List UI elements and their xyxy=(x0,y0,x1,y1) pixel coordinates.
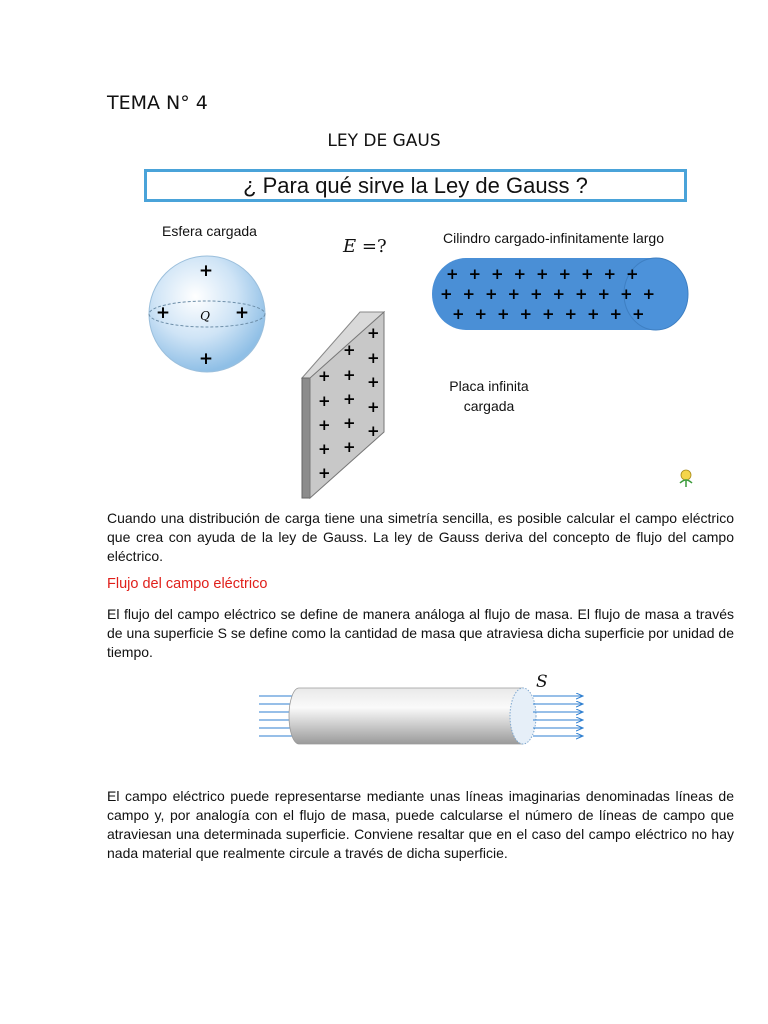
plus-sign: + xyxy=(318,416,331,434)
sphere-label: Esfera cargada xyxy=(162,223,257,239)
plus-sign: + xyxy=(491,265,504,283)
plus-sign: + xyxy=(507,285,521,303)
plus-sign: + xyxy=(367,398,380,416)
plus-sign: + xyxy=(318,367,331,385)
plus-sign: + xyxy=(343,414,356,432)
plus-sign: + xyxy=(485,285,498,303)
intro-paragraph: Cuando una distribución de carga tiene una simetría sencilla, es posible calcular el campo eléctrico que crea con ayuda de la ley de Gauss. La ley de Gauss deriva del concepto de flujo del campo eléctrico. xyxy=(107,510,734,564)
plus-sign: + xyxy=(642,285,656,303)
plus-sign: + xyxy=(318,440,331,458)
plus-sign: + xyxy=(462,285,476,303)
plus-sign: + xyxy=(198,349,214,369)
plus-sign: + xyxy=(587,305,600,323)
plus-sign: + xyxy=(343,438,356,456)
plus-sign: + xyxy=(564,305,578,323)
plus-sign: + xyxy=(474,305,488,323)
equation-variable: E xyxy=(343,236,357,257)
plus-sign: + xyxy=(620,285,633,303)
plus-sign: + xyxy=(519,305,533,323)
plate-label-line1: Placa infinita xyxy=(449,378,529,394)
plus-sign: + xyxy=(468,265,482,283)
plus-sign: + xyxy=(318,392,331,410)
plus-sign: + xyxy=(497,305,510,323)
document-title: LEY DE GAUS xyxy=(327,131,441,151)
flux-definition-paragraph: El flujo del campo eléctrico se define de manera análoga al flujo de masa. El flujo de masa a través de una superficie S se define como la cantidad de masa que atraviesa dicha superficie por unidad de tiempo. xyxy=(107,606,734,660)
equation-rest: =? xyxy=(361,236,387,257)
plus-sign: + xyxy=(513,265,527,283)
surface-s-label: S xyxy=(536,672,548,692)
plus-sign: + xyxy=(603,265,617,283)
plus-sign: + xyxy=(558,265,572,283)
plus-sign: + xyxy=(536,265,549,283)
question-banner xyxy=(144,169,687,202)
plate-label-line2: cargada xyxy=(463,398,515,414)
lightbulb-icon xyxy=(677,468,695,488)
equation xyxy=(343,236,387,257)
plus-sign: + xyxy=(581,265,594,283)
tube-body xyxy=(289,688,523,744)
charged-sphere-diagram xyxy=(145,252,269,377)
plus-sign: + xyxy=(632,305,645,323)
plus-sign: + xyxy=(367,422,380,440)
plus-sign: + xyxy=(367,373,380,391)
topic-number: TEMA N° 4 xyxy=(107,92,208,114)
plus-sign: + xyxy=(440,285,453,303)
plate-edge xyxy=(302,378,310,498)
plus-sign: + xyxy=(155,303,171,323)
charged-cylinder-diagram xyxy=(430,256,690,332)
plus-sign: + xyxy=(446,265,459,283)
plus-sign: + xyxy=(234,303,250,323)
field-lines-paragraph: El campo eléctrico puede representarse mediante unas líneas imaginarias denominadas líneas de campo y, por analogía con el flujo de masa, puede calcularse el número de líneas de campo que atraviesan una determinada superficie. Conviene resaltar que en el caso del campo eléctrico no hay nada material que realmente circule a través de dicha superficie. xyxy=(107,788,734,861)
plus-sign: + xyxy=(542,305,555,323)
plus-sign: + xyxy=(318,464,331,482)
section-heading-flujo: Flujo del campo eléctrico xyxy=(107,576,268,592)
plus-sign: + xyxy=(626,265,639,283)
plus-sign: + xyxy=(198,261,214,281)
plus-sign: + xyxy=(367,349,380,367)
cylinder-label: Cilindro cargado-infinitamente largo xyxy=(443,230,665,246)
plus-sign: + xyxy=(552,285,566,303)
charged-plate-diagram xyxy=(298,308,388,500)
charge-symbol: Q xyxy=(200,309,210,323)
plus-sign: + xyxy=(575,285,588,303)
banner-text: ¿ Para qué sirve la Ley de Gauss ? xyxy=(243,172,588,198)
plus-sign: + xyxy=(343,341,356,359)
plus-sign: + xyxy=(343,390,356,408)
plus-sign: + xyxy=(597,285,611,303)
plus-sign: + xyxy=(609,305,623,323)
plus-sign: + xyxy=(367,324,380,342)
plus-sign: + xyxy=(452,305,465,323)
plate-label xyxy=(436,376,542,416)
plus-sign: + xyxy=(530,285,543,303)
surface-s-disc xyxy=(510,688,536,744)
flux-cylinder-diagram xyxy=(255,684,590,748)
plus-sign: + xyxy=(343,366,356,384)
